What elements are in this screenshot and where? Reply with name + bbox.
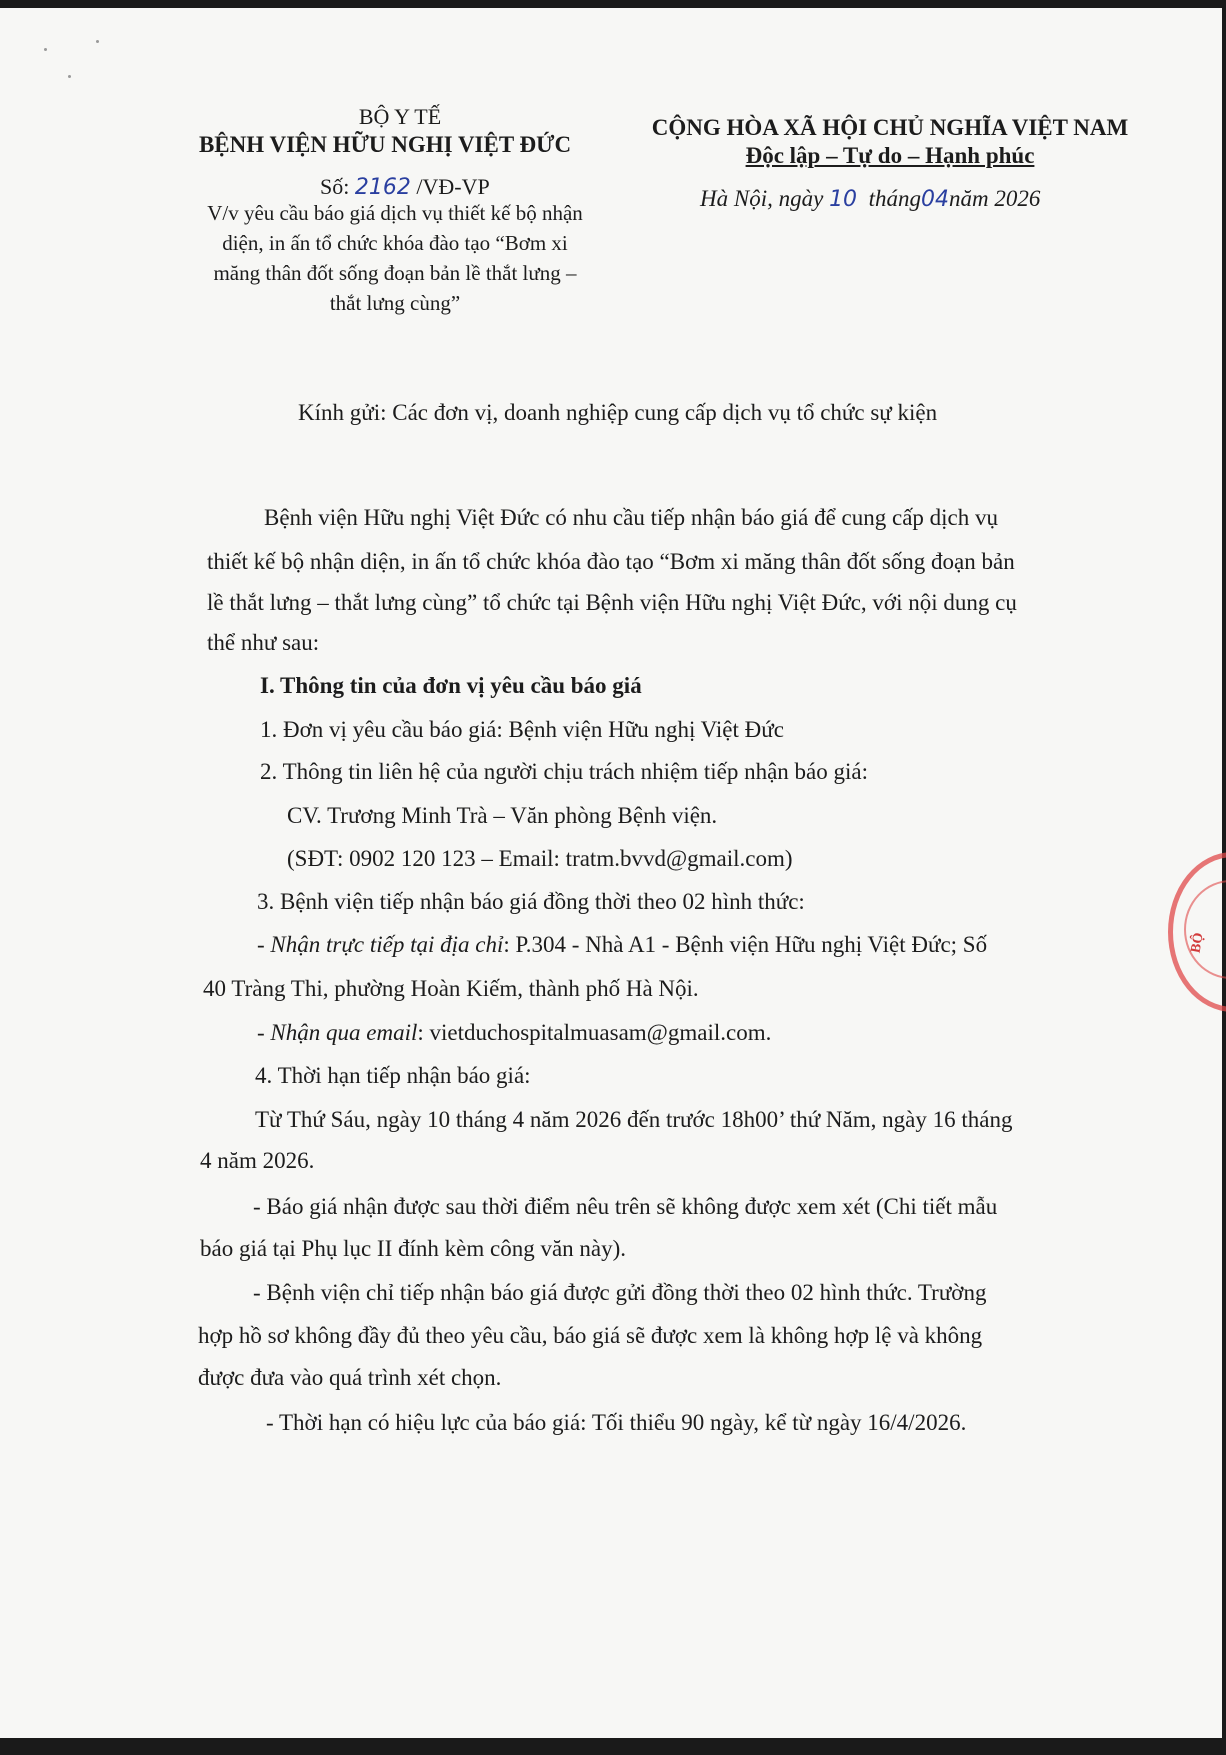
intro-line: thể như sau: <box>207 630 320 655</box>
scan-speck <box>44 48 47 51</box>
contact-phone-email: (SĐT: 0902 120 123 – Email: tratm.bvvd@gmail.com) <box>287 846 793 871</box>
note-line: được đưa vào quá trình xét chọn. <box>198 1365 502 1390</box>
date-month-label: tháng <box>868 186 921 211</box>
note-line: - Bệnh viện chỉ tiếp nhận báo giá được gửi đồng thời theo 02 hình thức. Trường <box>253 1280 987 1305</box>
hospital-name: BỆNH VIỆN HỮU NGHỊ VIỆT ĐỨC <box>198 132 572 157</box>
recipient-line: Kính gửi: Các đơn vị, doanh nghiệp cung cấp dịch vụ tổ chức sự kiện <box>298 400 938 425</box>
note-line: hợp hồ sơ không đầy đủ theo yêu cầu, báo giá sẽ được xem là không hợp lệ và không <box>198 1323 983 1348</box>
subject-line: V/v yêu cầu báo giá dịch vụ thiết kế bộ nhận <box>207 201 583 225</box>
note-line: báo giá tại Phụ lục II đính kèm công văn này). <box>200 1236 627 1261</box>
motto-text: Độc lập – Tự do – Hạnh phúc <box>745 143 1035 168</box>
intro-line: thiết kế bộ nhận diện, in ấn tổ chức khóa đào tạo “Bơm xi măng thân đốt sống đoạn bản <box>207 549 1015 574</box>
ministry-name: BỘ Y TẾ <box>358 104 442 129</box>
section-title: I. Thông tin của đơn vị yêu cầu báo giá <box>260 673 642 698</box>
email-label: - Nhận qua email <box>257 1020 418 1045</box>
validity-line: - Thời hạn có hiệu lực của báo giá: Tối thiểu 90 ngày, kể từ ngày 16/4/2026. <box>266 1410 967 1435</box>
date-year: năm 2026 <box>948 186 1041 211</box>
country-name: CỘNG HÒA XÃ HỘI CHỦ NGHĨA VIỆT NAM <box>651 115 1129 140</box>
list-item: 2. Thông tin liên hệ của người chịu trách nhiệm tiếp nhận báo giá: <box>260 759 868 784</box>
stamp-text: BỘ <box>1188 931 1207 955</box>
number-prefix: Số: <box>320 174 350 199</box>
direct-submission <box>257 932 987 958</box>
intro-line: Bệnh viện Hữu nghị Việt Đức có nhu cầu tiếp nhận báo giá để cung cấp dịch vụ <box>264 505 999 530</box>
direct-address: 40 Tràng Thi, phường Hoàn Kiếm, thành phố Hà Nội. <box>203 976 699 1001</box>
deadline-line: Từ Thứ Sáu, ngày 10 tháng 4 năm 2026 đến trước 18h00’ thứ Năm, ngày 16 tháng <box>255 1107 1013 1132</box>
deadline-line: 4 năm 2026. <box>200 1148 315 1173</box>
number-handwritten: 2162 <box>354 175 411 200</box>
scan-speck <box>68 75 71 78</box>
date-prefix: Hà Nội, ngày <box>700 186 824 211</box>
direct-label: - Nhận trực tiếp tại địa chỉ <box>257 932 504 957</box>
contact-name: CV. Trương Minh Trà – Văn phòng Bệnh viện. <box>287 803 718 828</box>
subject-line: diện, in ấn tổ chức khóa đào tạo “Bơm xi <box>222 231 568 255</box>
list-item: 3. Bệnh viện tiếp nhận báo giá đồng thời theo 02 hình thức: <box>257 889 805 914</box>
scan-speck <box>96 40 99 43</box>
list-item: 1. Đơn vị yêu cầu báo giá: Bệnh viện Hữu nghị Việt Đức <box>260 717 784 742</box>
issue-date <box>700 186 1040 212</box>
subject-line: thắt lưng cùng” <box>329 291 461 315</box>
national-motto <box>700 143 1080 169</box>
email-submission <box>257 1020 771 1046</box>
document-number <box>320 174 490 200</box>
number-suffix: /VĐ-VP <box>416 174 490 199</box>
intro-line: lề thắt lưng – thắt lưng cùng” tổ chức tại Bệnh viện Hữu nghị Việt Đức, với nội dung cụ <box>207 590 1017 615</box>
direct-value: : P.304 - Nhà A1 - Bệnh viện Hữu nghị Việt Đức; Số <box>503 932 988 957</box>
date-day-handwritten: 10 <box>829 187 858 212</box>
email-value: : vietduchospitalmuasam@gmail.com. <box>417 1020 772 1045</box>
note-line: - Báo giá nhận được sau thời điểm nêu trên sẽ không được xem xét (Chi tiết mẫu <box>253 1194 998 1219</box>
subject-line: măng thân đốt sống đoạn bản lề thắt lưng – <box>213 261 577 285</box>
list-item: 4. Thời hạn tiếp nhận báo giá: <box>255 1063 531 1088</box>
date-month-handwritten: 04 <box>920 187 949 212</box>
